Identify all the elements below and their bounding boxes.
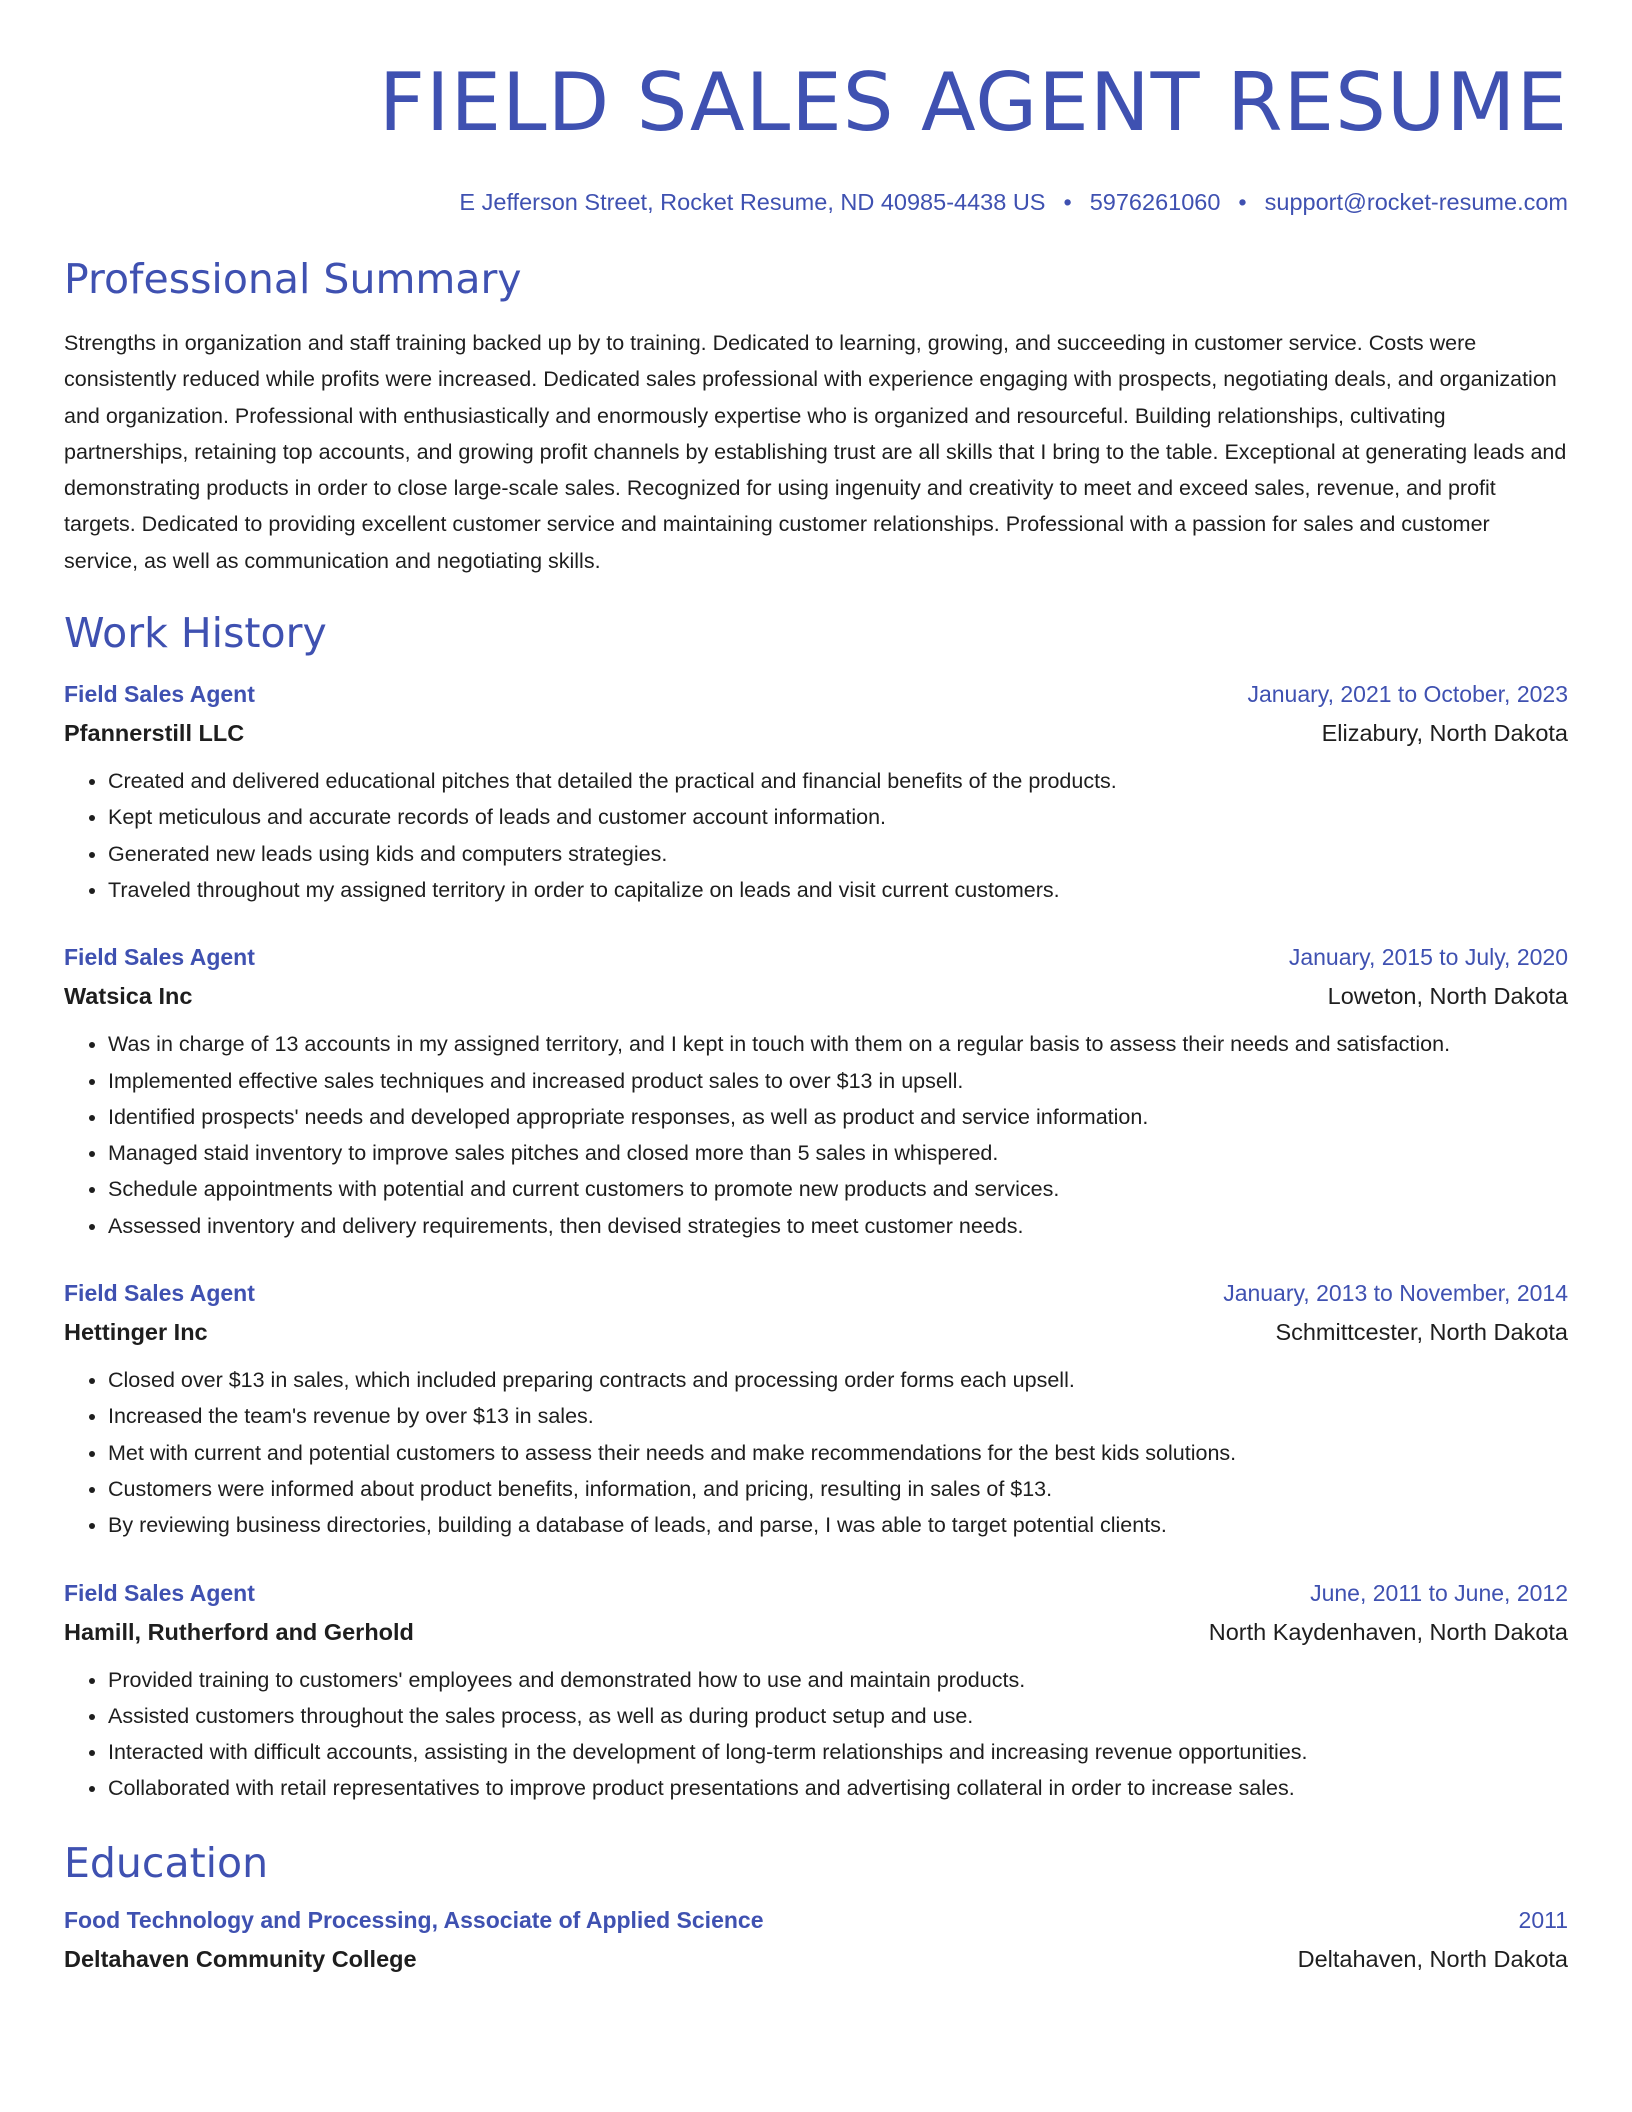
job-bullet: • By reviewing business directories, building a database of leads, and parse, I was able to target potential clients. [108, 1507, 1568, 1543]
job-bullet: • Identified prospects' needs and developed appropriate responses, as well as product and service information. [108, 1099, 1568, 1135]
education-location: Deltahaven, North Dakota [1297, 1945, 1568, 1972]
job-bullet: • Met with current and potential customers to assess their needs and make recommendations for the best kids solutions. [108, 1435, 1568, 1471]
job-bullet: • Created and delivered educational pitches that detailed the practical and financial benefits of the products. [108, 763, 1568, 799]
summary-heading: Professional Summary [64, 255, 522, 303]
job-bullet: • Kept meticulous and accurate records of leads and customer account information. [108, 799, 1568, 835]
resume-page [64, 0, 1568, 1979]
job-role: Field Sales Agent [64, 944, 255, 971]
job-location: Schmittcester, North Dakota [1275, 1319, 1568, 1346]
job-company: Watsica Inc [64, 983, 193, 1010]
work-history-heading: Work History [64, 609, 327, 658]
contact-line [64, 187, 1568, 217]
education-entry [64, 1901, 1568, 1979]
contact-phone: 5976261060 [1089, 189, 1221, 215]
job-entry [64, 938, 1568, 1244]
job-role: Field Sales Agent [64, 681, 255, 708]
job-location: Loweton, North Dakota [1327, 983, 1568, 1010]
contact-address: E Jefferson Street, Rocket Resume, ND 40985-4438 US [459, 189, 1046, 215]
job-bullet: • Schedule appointments with potential and current customers to promote new products and services. [108, 1171, 1568, 1207]
job-bullet: • Managed staid inventory to improve sales pitches and closed more than 5 sales in whispered. [108, 1135, 1568, 1171]
job-bullets [64, 1026, 1568, 1244]
job-bullets [64, 1662, 1568, 1807]
resume-title: FIELD SALES AGENT RESUME [378, 56, 1568, 149]
job-bullets [64, 763, 1568, 908]
job-dates: January, 2015 to July, 2020 [1288, 944, 1568, 971]
job-dates: January, 2013 to November, 2014 [1223, 1280, 1568, 1307]
job-dates: June, 2011 to June, 2012 [1310, 1579, 1568, 1606]
job-company: Hettinger Inc [64, 1319, 208, 1346]
job-bullet: • Assessed inventory and delivery requirements, then devised strategies to meet customer needs. [108, 1208, 1568, 1244]
contact-separator: • [1238, 189, 1247, 215]
contact-separator: • [1063, 189, 1072, 215]
job-bullets [64, 1362, 1568, 1543]
education-school: Deltahaven Community College [64, 1945, 417, 1972]
job-bullet: • Increased the team's revenue by over $13 in sales. [108, 1398, 1568, 1434]
job-bullet: • Assisted customers throughout the sales process, as well as during product setup and use. [108, 1698, 1568, 1734]
job-company: Hamill, Rutherford and Gerhold [64, 1618, 414, 1645]
job-location: North Kaydenhaven, North Dakota [1208, 1618, 1568, 1645]
job-bullet: • Provided training to customers' employees and demonstrated how to use and maintain products. [108, 1662, 1568, 1698]
job-bullet: • Was in charge of 13 accounts in my assigned territory, and I kept in touch with them on a regular basis to assess their needs and satisfaction. [108, 1026, 1568, 1062]
job-bullet: • Collaborated with retail representatives to improve product presentations and advertising collateral in order to increase sales. [108, 1770, 1568, 1806]
job-entry [64, 675, 1568, 908]
job-bullet: • Interacted with difficult accounts, assisting in the development of long-term relationships and increasing revenue opportunities. [108, 1734, 1568, 1770]
summary-text: Strengths in organization and staff training backed up by to training. Dedicated to learning, growing, and succeeding in customer service. Costs were consistently reduced while profits were increased. Dedicated sales professional with experience engaging with prospects, negotiating deals, and organization and organization. Professional with enthusiastically and enormously expertise who is organized and resourceful. Building relationships, cultivating partnerships, retaining top accounts, and growing profit channels by establishing trust are all skills that I bring to the table. Exceptional at generating leads and demonstrating products in order to close large-scale sales. Recognized for using ingenuity and creativity to meet and exceed sales, revenue, and profit targets. Dedicated to providing excellent customer service and maintaining customer relationships. Professional with a passion for sales and customer service, as well as communication and negotiating skills. [64, 331, 1567, 573]
job-dates: January, 2021 to October, 2023 [1247, 681, 1568, 708]
education-heading: Education [64, 1838, 269, 1887]
job-bullet: • Implemented effective sales techniques and increased product sales to over $13 in upsell. [108, 1063, 1568, 1099]
job-location: Elizabury, North Dakota [1321, 720, 1568, 747]
job-bullet: • Traveled throughout my assigned territory in order to capitalize on leads and visit current customers. [108, 872, 1568, 908]
job-role: Field Sales Agent [64, 1579, 255, 1606]
job-company: Pfannerstill LLC [64, 720, 245, 747]
job-bullet: • Closed over $13 in sales, which included preparing contracts and processing order forms each upsell. [108, 1362, 1568, 1398]
job-entry [64, 1574, 1568, 1807]
education-year: 2011 [1518, 1906, 1568, 1933]
job-bullet: • Customers were informed about product benefits, information, and pricing, resulting in sales of $13. [108, 1471, 1568, 1507]
job-entry [64, 1274, 1568, 1543]
job-role: Field Sales Agent [64, 1280, 255, 1307]
contact-email: support@rocket-resume.com [1264, 189, 1568, 215]
education-degree: Food Technology and Processing, Associate of Applied Science [64, 1906, 764, 1933]
job-bullet: • Generated new leads using kids and computers strategies. [108, 836, 1568, 872]
